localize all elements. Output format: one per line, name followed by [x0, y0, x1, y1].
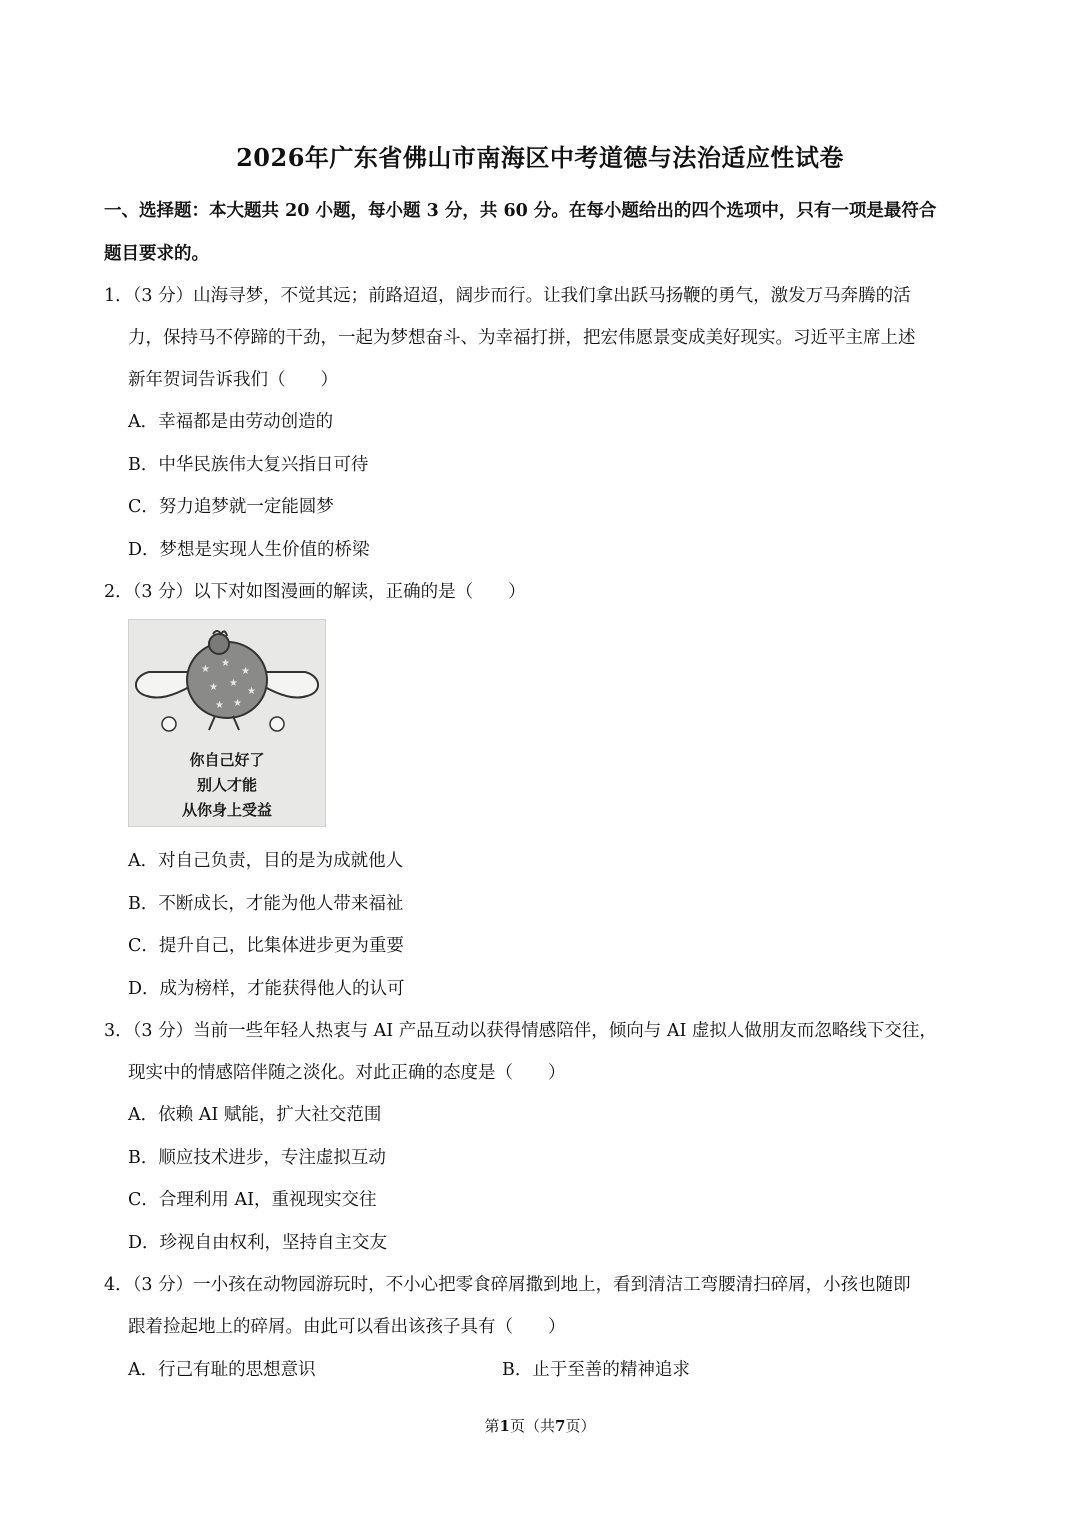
question-3-option-b: B．顺应技术进步，专注虚拟互动 — [128, 1148, 386, 1168]
cartoon-chicken-body — [187, 642, 267, 718]
svg-text:★: ★ — [233, 698, 242, 709]
section-heading-cont: 题目要求的。 — [104, 244, 209, 264]
question-3-option-d: D．珍视自由权利，坚持自主交友 — [128, 1233, 388, 1253]
question-1-stem-end: 新年贺词告诉我们（ ） — [128, 370, 338, 390]
question-2-option-d: D．成为榜样，才能获得他人的认可 — [128, 979, 405, 999]
footer-total-pages: 7 — [555, 1417, 566, 1435]
svg-text:★: ★ — [247, 686, 256, 697]
question-3-stem: 3．（3 分）当前一些年轻人热衷与 AI 产品互动以获得情感陪伴，倾向与 AI 虚拟人做朋友而忽略线下交往， — [104, 1021, 937, 1041]
footer-mid: 页（共 — [509, 1417, 555, 1435]
cartoon-figure — [128, 619, 326, 827]
svg-text:★: ★ — [221, 658, 230, 669]
question-1-option-b: B．中华民族伟大复兴指日可待 — [128, 455, 369, 475]
question-1-stem: 1．（3 分）山海寻梦，不觉其远；前路迢迢，阔步而行。让我们拿出跃马扬鞭的勇气，激发万马奔腾的活 — [104, 286, 911, 306]
question-2-stem: 2．（3 分）以下对如图漫画的解读，正确的是（ ） — [104, 582, 526, 602]
question-2-option-b: B．不断成长，才能为他人带来福祉 — [128, 894, 404, 914]
cartoon-wing-right — [263, 672, 318, 698]
footer-page-number: 1 — [499, 1417, 510, 1435]
cartoon-chick-left — [162, 717, 176, 731]
question-2-option-a: A．对自己负责，目的是为成就他人 — [128, 851, 404, 871]
question-1-option-a: A．幸福都是由劳动创造的 — [128, 412, 334, 432]
question-3-option-c: C．合理利用 AI，重视现实交往 — [128, 1190, 377, 1210]
question-1-stem-cont: 力，保持马不停蹄的干劲，一起为梦想奋斗、为幸福打拼，把宏伟愿景变成美好现实。习近平主席上述 — [128, 328, 916, 348]
question-4-stem-end: 跟着捡起地上的碎屑。由此可以看出该孩子具有（ ） — [128, 1317, 566, 1337]
cartoon-caption-line3: 从你身上受益 — [181, 801, 273, 819]
cartoon-wing-left — [136, 672, 191, 698]
cartoon-caption-line1: 你自己好了 — [189, 751, 265, 769]
exam-title: 2026年广东省佛山市南海区中考道德与法治适应性试卷 — [236, 143, 844, 172]
question-3-stem-end: 现实中的情感陪伴随之淡化。对此正确的态度是（ ） — [128, 1063, 566, 1083]
footer-suffix: 页） — [565, 1417, 596, 1435]
question-4-stem: 4．（3 分）一小孩在动物园游玩时，不小心把零食碎屑撒到地上，看到清洁工弯腰清扫碎屑，小孩也随即 — [104, 1275, 911, 1295]
svg-text:★: ★ — [241, 666, 250, 677]
question-1-option-d: D．梦想是实现人生价值的桥梁 — [128, 540, 370, 560]
svg-text:★: ★ — [215, 700, 224, 711]
cartoon-chick-right — [270, 717, 284, 731]
svg-text:★: ★ — [229, 678, 238, 689]
svg-text:★: ★ — [209, 682, 218, 693]
question-2-option-c: C．提升自己，比集体进步更为重要 — [128, 936, 404, 956]
question-4-option-b: B．止于至善的精神追求 — [502, 1360, 690, 1380]
question-1-option-c: C．努力追梦就一定能圆梦 — [128, 497, 334, 517]
section-heading: 一、选择题：本大题共 20 小题，每小题 3 分，共 60 分。在每小题给出的四个选项中，只有一项是最符合 — [104, 201, 937, 221]
footer-prefix: 第 — [484, 1417, 500, 1435]
svg-text:★: ★ — [201, 664, 210, 675]
question-4-option-a: A．行己有耻的思想意识 — [128, 1360, 316, 1380]
cartoon-caption-line2: 别人才能 — [196, 776, 258, 794]
page-footer — [0, 1415, 1080, 1436]
question-3-option-a: A．依赖 AI 赋能，扩大社交范围 — [128, 1105, 382, 1125]
cartoon-chicken-head — [209, 634, 229, 654]
